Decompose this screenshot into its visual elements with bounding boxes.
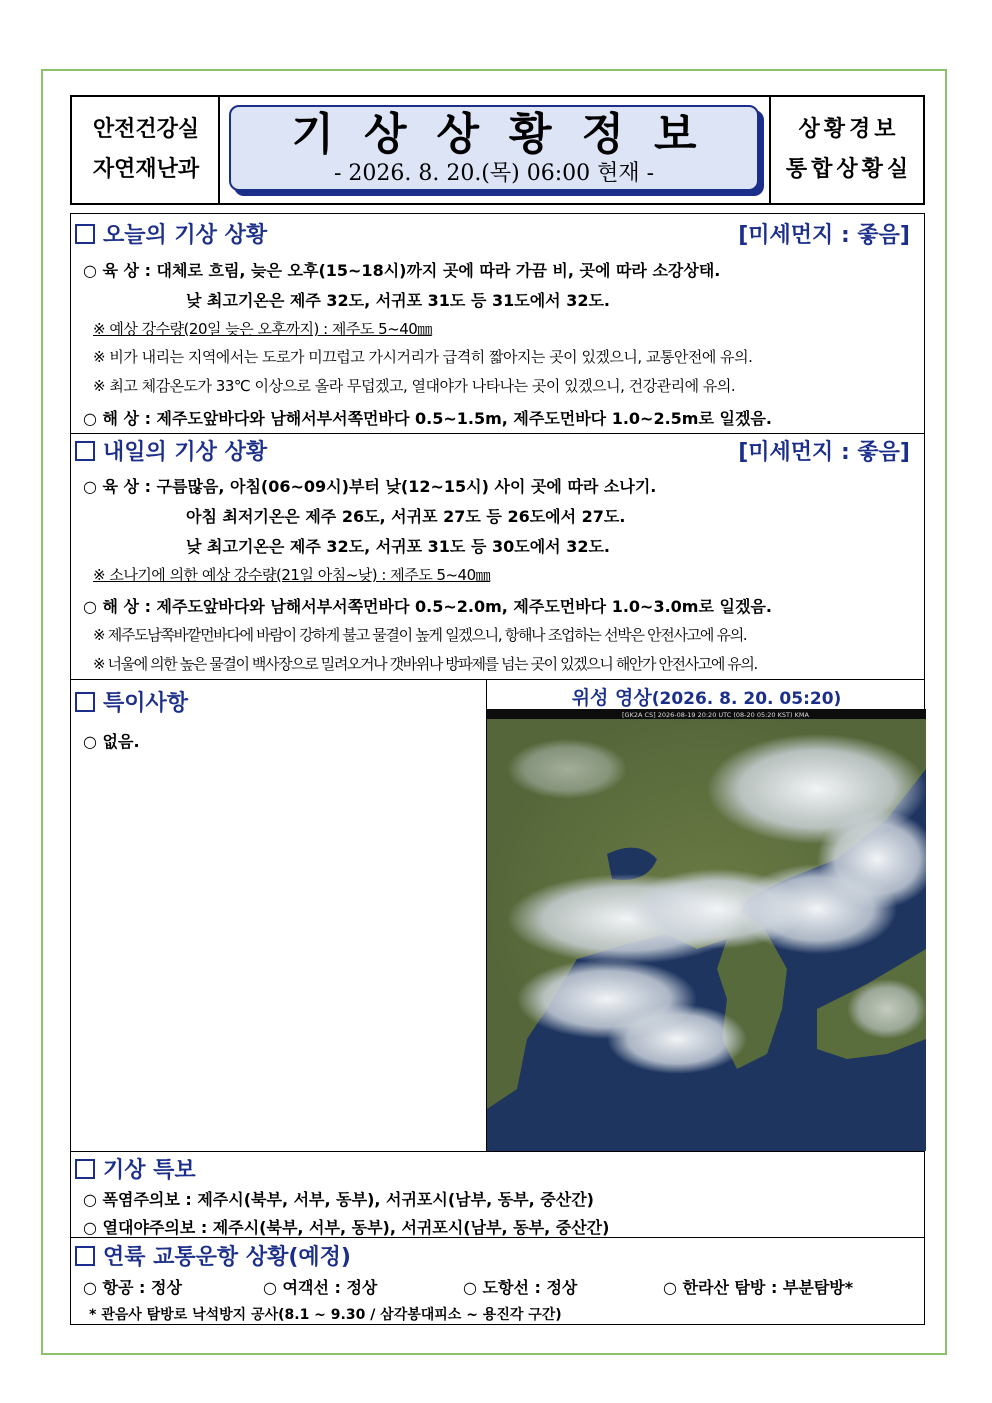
special-heading [75, 686, 188, 717]
section-divider [71, 433, 924, 434]
department-label [72, 97, 220, 203]
checkbox-icon [75, 1159, 95, 1179]
today-heading-text: 오늘의 기상 상황 [103, 223, 268, 248]
warning-heading-text: 기상 특보 [103, 1158, 196, 1183]
tomorrow-dust: [미세먼지 : 좋음] [738, 440, 910, 465]
office-label [775, 97, 923, 203]
document-header [70, 95, 925, 205]
header-divider [218, 97, 220, 203]
warning-heading [75, 1153, 196, 1184]
department-line2: 자연재난과 [92, 157, 200, 182]
special-item: ○ 없음. [83, 732, 140, 751]
today-land: ○ 육 상 : 대체로 흐림, 늦은 오후(15~18시)까지 곳에 따라 가끔 비, 곳에 따라 소강상태. [83, 261, 721, 280]
today-sea: ○ 해 상 : 제주도앞바다와 남해서부서쪽먼바다 0.5~1.5m, 제주도먼바다 1.0~2.5m로 일겠음. [83, 409, 772, 428]
checkbox-icon [75, 692, 95, 712]
tomorrow-high-temp: 낮 최고기온은 제주 32도, 서귀포 31도 등 30도에서 32도. [186, 537, 610, 556]
tomorrow-wave-note: ※ 제주도남쪽바깥먼바다에 바람이 강하게 불고 물결이 높게 일겠으니, 항해나 조업하는 선박은 안전사고에 유의. [93, 626, 747, 644]
satellite-title-text: 위성 영상 [571, 687, 652, 709]
report-body [70, 213, 925, 1325]
tomorrow-low-temp: 아침 최저기온은 제주 26도, 서귀포 27도 등 26도에서 27도. [186, 507, 626, 526]
special-heading-text: 특이사항 [103, 691, 189, 716]
department-line1: 안전건강실 [92, 117, 200, 142]
office-line2: 통합상황실 [785, 157, 913, 182]
checkbox-icon [75, 1246, 95, 1266]
section-divider [71, 1237, 924, 1238]
today-heading [75, 218, 267, 249]
title-box [229, 105, 759, 191]
header-divider [769, 97, 771, 203]
tomorrow-sea: ○ 해 상 : 제주도앞바다와 남해서부서쪽먼바다 0.5~2.0m, 제주도먼바다 1.0~3.0m로 일겠음. [83, 597, 772, 616]
today-dust: [미세먼지 : 좋음] [738, 223, 910, 248]
satellite-time: (2026. 8. 20. 05:20) [651, 689, 842, 709]
traffic-footnote: * 관음사 탐방로 낙석방지 공사(8.1 ~ 9.30 / 삼각봉대피소 ~ 용진각 구간) [89, 1307, 562, 1323]
today-traffic-note: ※ 비가 내리는 지역에서는 도로가 미끄럽고 가시거리가 급격히 짧아지는 곳이 있겠으니, 교통안전에 유의. [93, 348, 753, 366]
traffic-heading-text: 연륙 교통운항 상황(예정) [103, 1245, 351, 1270]
warning-heat: ○ 폭염주의보 : 제주시(북부, 서부, 동부), 서귀포시(남부, 동부, 중산간) [83, 1190, 594, 1209]
tomorrow-heading [75, 435, 267, 466]
office-line1: 상황경보 [798, 117, 900, 142]
today-land-temp: 낮 최고기온은 제주 32도, 서귀포 31도 등 31도에서 32도. [186, 291, 610, 310]
section-divider [71, 679, 924, 680]
today-rain-note: ※ 예상 강수량(20일 늦은 오후까지) : 제주도 5~40㎜ [93, 320, 432, 338]
traffic-island-ferry: ○ 도항선 : 정상 [463, 1278, 578, 1297]
traffic-air: ○ 항공 : 정상 [83, 1278, 182, 1297]
traffic-heading [75, 1240, 351, 1271]
tomorrow-rain-note: ※ 소나기에 의한 예상 강수량(21일 아침~낮) : 제주도 5~40㎜ [93, 566, 491, 584]
tomorrow-land: ○ 육 상 : 구름많음, 아침(06~09시)부터 낮(12~15시) 사이 곳에 따라 소나기. [83, 477, 657, 496]
page-title: 기상상황정보 [291, 109, 727, 160]
page-subtitle: - 2026. 8. 20.(목) 06:00 현재 - [333, 161, 655, 186]
traffic-hallasan: ○ 한라산 탐방 : 부분탐방* [663, 1278, 854, 1297]
traffic-ferry: ○ 여객선 : 정상 [263, 1278, 378, 1297]
checkbox-icon [75, 224, 95, 244]
section-divider [71, 1151, 924, 1152]
today-heat-note: ※ 최고 체감온도가 33℃ 이상으로 올라 무덥겠고, 열대야가 나타나는 곳이 있겠으니, 건강관리에 유의. [93, 377, 736, 395]
checkbox-icon [75, 441, 95, 461]
warning-tropical-night: ○ 열대야주의보 : 제주시(북부, 서부, 동부), 서귀포시(남부, 동부, 중산간) [83, 1218, 610, 1237]
satellite-map [487, 709, 926, 1151]
satellite-title [488, 683, 925, 710]
tomorrow-swell-note: ※ 너울에 의한 높은 물결이 백사장으로 밀려오거나 갯바위나 방파제를 넘는 곳이 있겠으니 해안가 안전사고에 유의. [93, 655, 757, 673]
satellite-image [487, 709, 926, 1151]
tomorrow-heading-text: 내일의 기상 상황 [103, 440, 268, 465]
satellite-caption: [GK2A CS] 2026-08-19 20:20 UTC (08-20 05:20 KST) KMA [622, 711, 809, 719]
